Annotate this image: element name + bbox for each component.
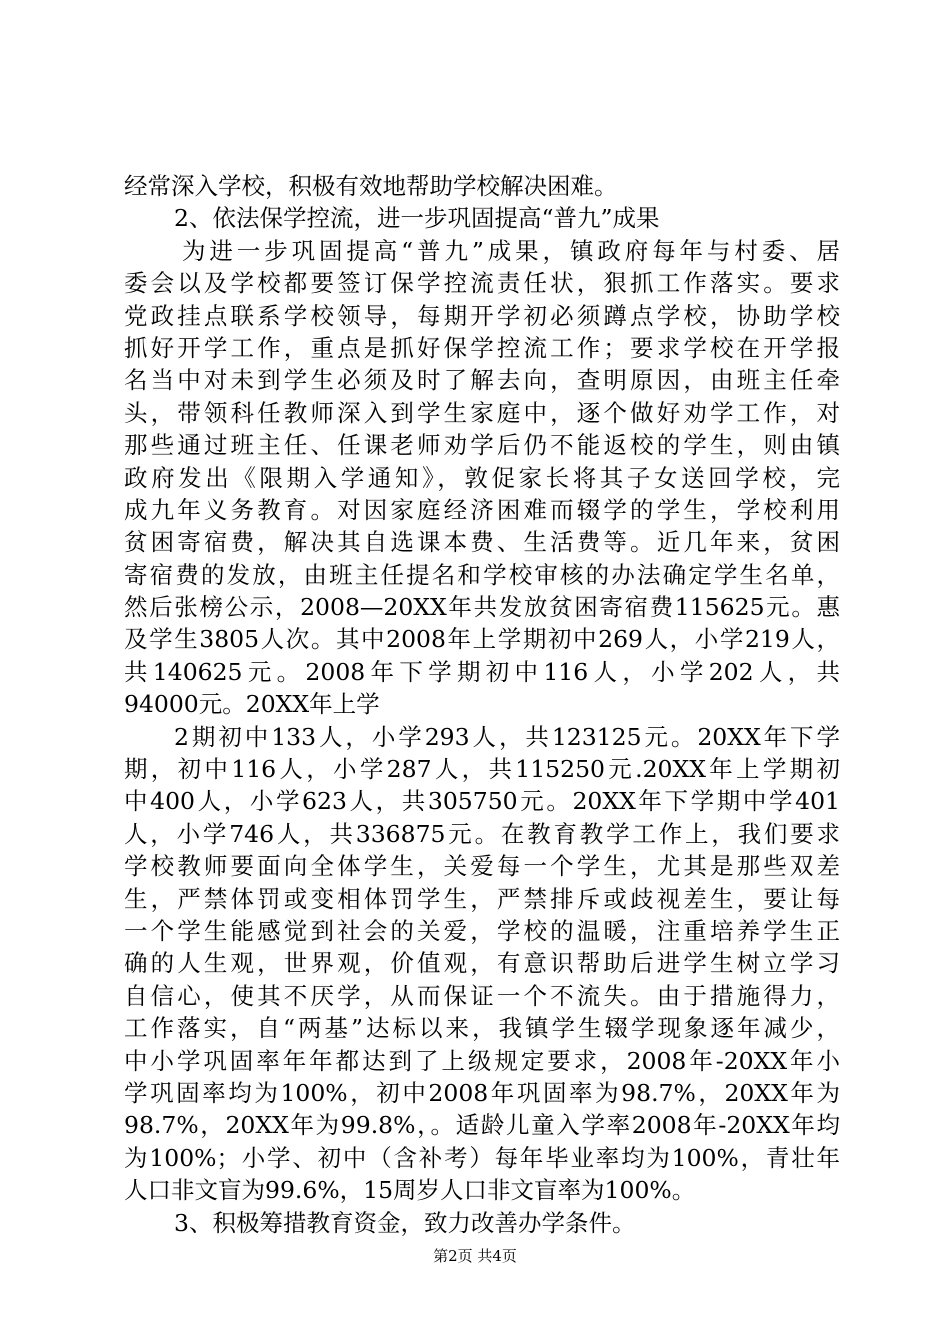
text-line: 工作落实，自“两基”达标以来，我镇学生辍学现象逐年减少， xyxy=(124,1014,840,1043)
text-line: 共140625元。2008年下学期初中116人，小学202人，共 xyxy=(124,657,840,686)
text-line: 经常深入学校，积极有效地帮助学校解决困难。 xyxy=(124,172,618,200)
document-body xyxy=(124,170,840,1239)
text-line: 中400人，小学623人，共305750元。20XX年下学期中学401 xyxy=(124,787,840,816)
text-line: 那些通过班主任、任课老师劝学后仍不能返校的学生，则由镇 xyxy=(124,431,840,460)
text-line: 寄宿费的发放，由班主任提名和学校审核的办法确定学生名单， xyxy=(124,560,840,589)
page-footer: 第2页 共4页 xyxy=(433,1247,517,1265)
text-line: 党政挂点联系学校领导，每期开学初必须蹲点学校，协助学校 xyxy=(124,301,840,330)
text-line: 3、积极筹措教育资金，致力改善办学条件。 xyxy=(174,1208,636,1237)
text-line: 然后张榜公示，2008—20XX年共发放贫困寄宿费115625元。惠 xyxy=(124,593,840,622)
text-line: 94000元。20XX年上学 xyxy=(124,690,380,719)
text-line: 抓好开学工作，重点是抓好保学控流工作；要求学校在开学报 xyxy=(124,333,840,362)
text-line: 2、依法保学控流，进一步巩固提高“普九”成果 xyxy=(174,204,660,233)
text-line: 成九年义务教育。对因家庭经济困难而辍学的学生，学校利用 xyxy=(124,495,840,524)
text-line: 2期初中133人，小学293人，共123125元。20XX年下学 xyxy=(174,722,840,751)
text-line: 为100%；小学、初中（含补考）每年毕业率均为100%，青壮年 xyxy=(124,1143,840,1172)
text-line: 及学生3805人次。其中2008年上学期初中269人，小学219人， xyxy=(124,625,840,654)
text-line: 头，带领科任教师深入到学生家庭中，逐个做好劝学工作，对 xyxy=(124,398,840,427)
text-line: 98.7%，20XX年为99.8%，。适龄儿童入学率2008年-20XX年均 xyxy=(124,1111,840,1140)
text-line: 贫困寄宿费，解决其自选课本费、生活费等。近几年来，贫困 xyxy=(124,528,840,557)
text-line: 中小学巩固率年年都达到了上级规定要求，2008年-20XX年小 xyxy=(124,1046,840,1075)
text-line: 期，初中116人，小学287人，共115250元.20XX年上学期初 xyxy=(124,755,840,784)
text-line: 学校教师要面向全体学生，关爱每一个学生，尤其是那些双差 xyxy=(124,852,840,881)
text-line: 生，严禁体罚或变相体罚学生，严禁排斥或歧视差生，要让每 xyxy=(124,884,840,913)
text-line: 学巩固率均为100%，初中2008年巩固率为98.7%，20XX年为 xyxy=(124,1078,840,1107)
text-line: 政府发出《限期入学通知》，敦促家长将其子女送回学校，完 xyxy=(124,463,840,492)
text-line: 人口非文盲为99.6%，15周岁人口非文盲率为100%。 xyxy=(124,1176,696,1205)
text-line: 确的人生观，世界观，价值观，有意识帮助后进学生树立学习 xyxy=(124,949,840,978)
text-line: 自信心，使其不厌学，从而保证一个不流失。由于措施得力， xyxy=(124,981,840,1010)
text-line: 名当中对未到学生必须及时了解去向，查明原因，由班主任牵 xyxy=(124,366,840,395)
text-line: 委会以及学校都要签订保学控流责任状，狠抓工作落实。要求 xyxy=(124,269,840,298)
text-line: 为进一步巩固提高“普九”成果，镇政府每年与村委、居 xyxy=(182,236,840,265)
text-line: 一个学生能感觉到社会的关爱，学校的温暖，注重培养学生正 xyxy=(124,916,840,945)
text-line: 人，小学746人，共336875元。在教育教学工作上，我们要求 xyxy=(124,819,840,848)
